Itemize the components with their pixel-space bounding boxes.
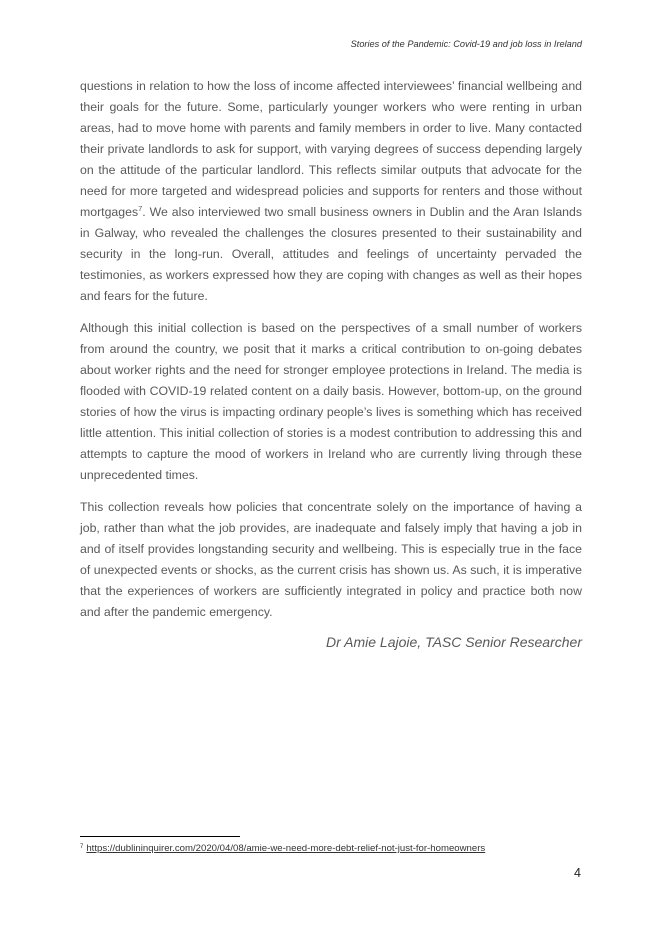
paragraph-3: This collection reveals how policies that concentrate solely on the importance of having a job, rather than what the job provides, are inadequate and falsely imply that having a job in and of itself provides longstanding security and wellbeing. This is especially true in the face of unexpected events or shocks, as the current crisis has shown us. As such, it is imperative that the experiences of workers are sufficiently integrated in policy and practice both now and after the pandemic emergency.	[80, 500, 582, 619]
paragraph-1	[80, 76, 582, 307]
footnote-link[interactable]: https://dublininquirer.com/2020/04/08/amie-we-need-more-debt-relief-not-just-for-homeowners	[86, 843, 486, 854]
footnote-reference[interactable]: 7	[138, 204, 143, 213]
author-signature: Dr Amie Lajoie, TASC Senior Researcher	[326, 634, 582, 650]
paragraph-2: Although this initial collection is based on the perspectives of a small number of workers from around the country, we posit that it marks a critical contribution to on-going debates about worker rights and the need for stronger employee protections in Ireland. The media is flooded with COVID-19 related content on a daily basis. However, bottom-up, on the ground stories of how the virus is impacting ordinary people’s lives is something which has received little attention. This initial collection of stories is a modest contribution to addressing this and attempts to capture the mood of workers in Ireland who are currently living through these unprecedented times.	[80, 321, 582, 482]
footnote-number: 7	[80, 844, 84, 850]
page-number: 4	[574, 866, 581, 880]
paragraph-1-text-b: . We also interviewed two small business owners in Dublin and the Aran Islands in Galway, who revealed the challenges the closures presented to their sustainability and security in the long-run. Overall, attitudes and feelings of uncertainty pervaded the testimonies, as workers expressed how they are coping with changes as well as their hopes and fears for the future.	[80, 205, 582, 303]
footnote	[80, 843, 485, 854]
running-header: Stories of the Pandemic: Covid-19 and job loss in Ireland	[350, 39, 582, 49]
footnote-divider	[80, 836, 240, 837]
body-text	[80, 76, 582, 650]
paragraph-1-text-a: questions in relation to how the loss of income affected interviewees’ financial wellbeing and their goals for the future. Some, particularly younger workers who were renting in urban areas, had to move home with parents and family members in order to live. Many contacted their private landlords to ask for support, with varying degrees of success depending largely on the attitude of the particular landlord. This reflects similar outputs that advocate for the need for more targeted and widespread policies and supports for renters and those without mortgages	[80, 79, 582, 219]
